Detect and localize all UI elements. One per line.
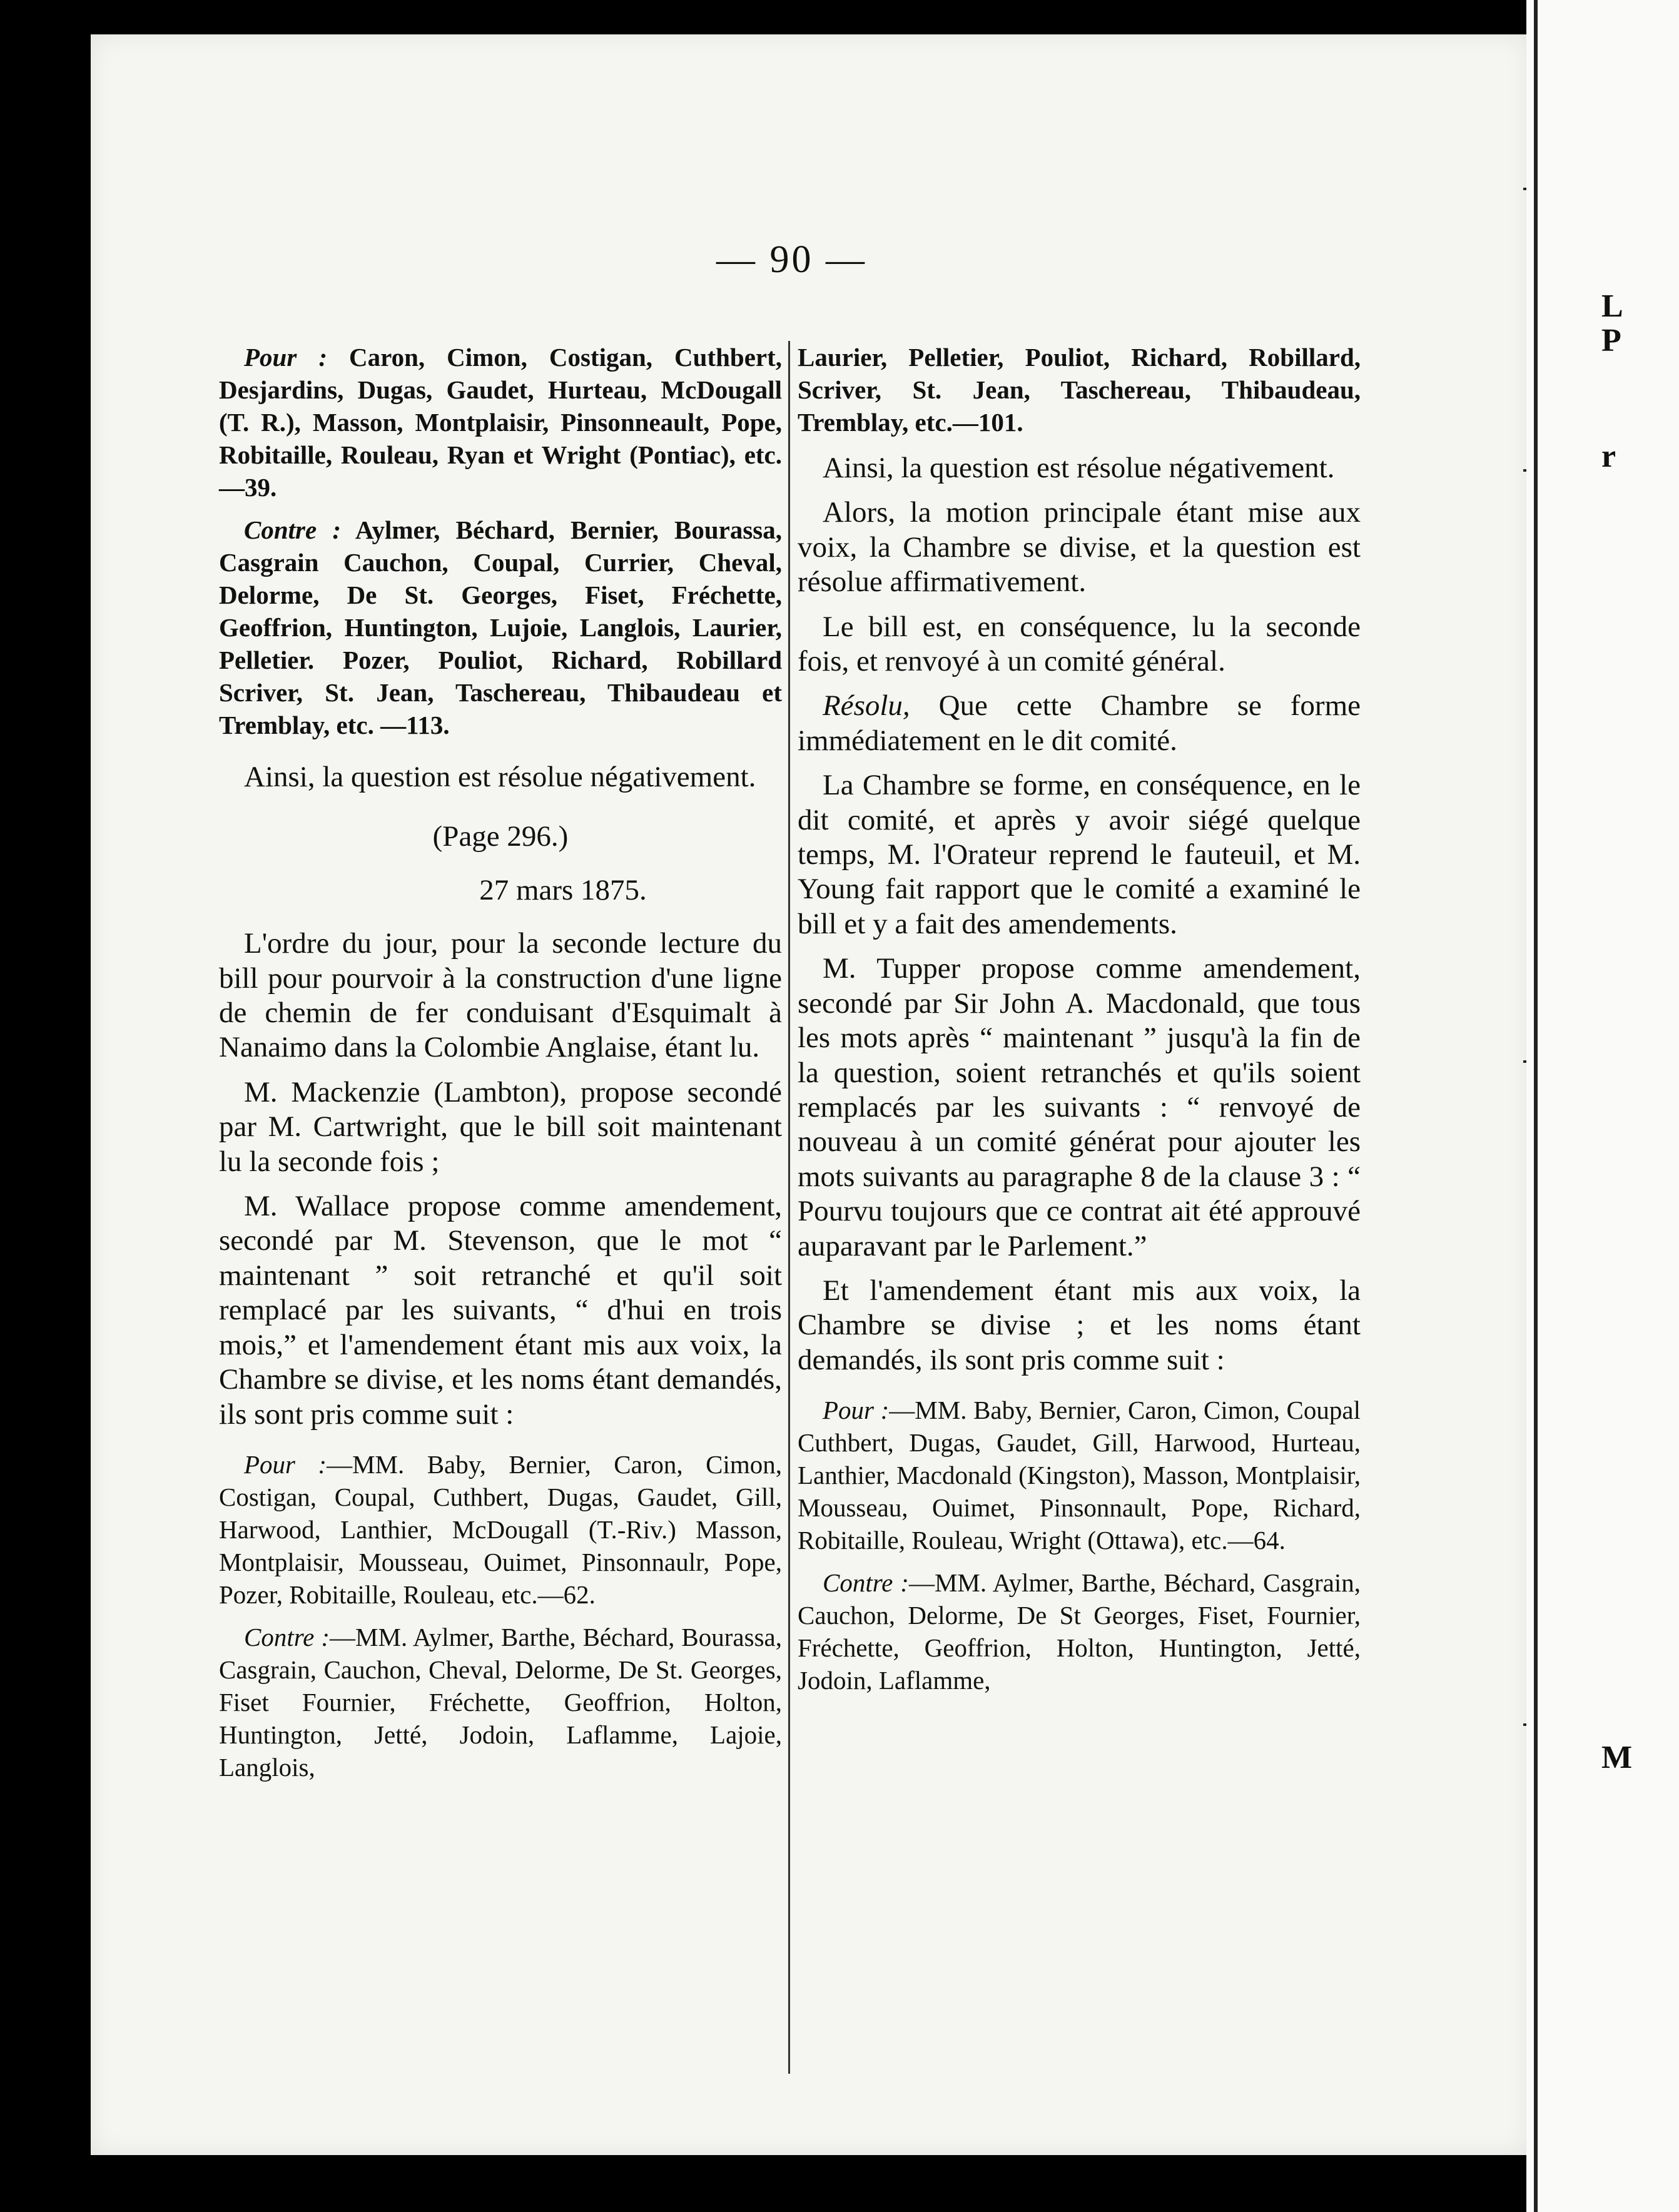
vote-continuation: Laurier, Pelletier, Pouliot, Richard, Robillard, Scriver, St. Jean, Taschereau, Thibaudeau, Tremblay, etc.—101. [798,343,1361,437]
edge-letter: r [1601,439,1616,474]
resolu-text: Que cette Chambre se forme immédiatement en le dit comité. [798,689,1361,757]
vote3-pour [798,1394,1361,1556]
vote2-pour-label: Pour : [244,1449,327,1479]
paragraph-tupper: M. Tupper propose comme amendement, secondé par Sir John A. Macdonald, que tous les mots après “ maintenant ” jusqu'à la fin de la question, soient retranchés et qu'ils soient remplacés par les suivants : “ renvoyé de nouveau à un comité générat pour ajouter les mots suivants au paragraphe 8 de la clause 3 : “ Pourvu toujours que ce contrat ait été approuvé auparavant par le Parlement.” [798,952,1361,1262]
left-column [219,341,782,1793]
paragraph-amendment-vote: Et l'amendement étant mis aux voix, la Chambre se divise ; et les noms étant demandés, ils sont pris comme suit : [798,1274,1361,1376]
scanned-page [91,34,1529,2155]
vote2-contre [219,1621,782,1783]
vote3-contre [798,1566,1361,1697]
vote3-pour-names: —MM. Baby, Bernier, Caron, Cimon, Coupal Cuthbert, Dugas, Gaudet, Gill, Harwood, Hurteau, Lanthier, Macdonald (Kingston), Masson, Montplaisir, Mousseau, Ouimet, Pinsonnault, Pope, Richard, Robitaille, Rouleau, Wright (Ottawa), etc.—64. [798,1396,1361,1555]
right-column [798,341,1361,1707]
vote-contre [219,514,782,741]
result-paragraph-right: Ainsi, la question est résolue négativement. [823,452,1335,484]
page-number: — 90 — [716,238,867,281]
paragraph-order-of-day: L'ordre du jour, pour la seconde lecture du bill pour pourvoir à la construction d'une ligne de chemin de fer conduisant d'Esquimalt à Nanaimo dans la Colombie Anglaise, étant lu. [219,927,782,1064]
paragraph-mackenzie: M. Mackenzie (Lambton), propose secondé par M. Cartwright, que le bill soit maintenant lu la seconde fois ; [219,1075,782,1178]
page-reference: (Page 296.) [432,820,569,853]
result-paragraph: Ainsi, la question est résolue négativement. [244,761,756,793]
paragraph-committee: La Chambre se forme, en conséquence, en le dit comité, et après y avoir siégé quelque temps, M. l'Orateur reprend le fauteuil, et M. Young fait rapport que le comité a examiné le bill et y a fait des amendements. [798,769,1361,940]
page-gutter-line [1534,0,1538,2212]
paragraph-main-motion: Alors, la motion principale étant mise aux voix, la Chambre se divise, et la question est résolue affirmativement. [798,496,1361,599]
vote2-contre-label: Contre : [244,1622,330,1651]
column-divider [788,341,790,2074]
resolu-label: Résolu, [823,689,910,723]
vote3-pour-label: Pour : [823,1396,890,1425]
vote2-pour [219,1448,782,1611]
adjacent-page-edge [1526,0,1679,2212]
vote3-contre-names: —MM. Aylmer, Barthe, Béchard, Casgrain, Cauchon, Delorme, De St Georges, Fiset, Fournier, Fréchette, Geoffrion, Holton, Huntington, Jetté, Jodoin, Laflamme, [798,1568,1361,1695]
vote-pour-names: Caron, Cimon, Costigan, Cuthbert, Desjardins, Dugas, Gaudet, Hurteau, McDougall (T. R.), Masson, Montplaisir, Pinsonneault, Pope, Robitaille, Rouleau, Ryan et Wright (Pontiac), etc.—39. [219,343,782,502]
paragraph-wallace: M. Wallace propose comme amendement, secondé par M. Stevenson, que le mot “ maintenant ” soit retranché et qu'il soit remplacé par les suivants, “ d'hui en trois mois,” et l'amendement étant mis aux voix, la Chambre se divise, et les noms étant demandés, ils sont pris comme suit : [219,1190,782,1431]
vote2-contre-names: —MM. Aylmer, Barthe, Béchard, Bourassa, Casgrain, Cauchon, Cheval, Delorme, De St. Georges, Fiset Fournier, Fréchette, Geoffrion, Holton, Huntington, Jetté, Jodoin, Laflamme, Lajoie, Langlois, [219,1622,782,1782]
vote-pour [219,341,782,504]
date-heading: 27 mars 1875. [479,873,647,906]
vote-contre-names: Aylmer, Béchard, Bernier, Bourassa, Casgrain Cauchon, Coupal, Currier, Cheval, Delorme, De St. Georges, Fiset, Fréchette, Geoffrion, Huntington, Lujoie, Langlois, Laurier, Pelletier. Pozer, Pouliot, Richard, Robillard Scriver, St. Jean, Taschereau, Thibaudeau et Tremblay, etc. —113. [219,515,782,739]
edge-letter: M [1601,1740,1633,1775]
edge-letter: P [1601,323,1621,358]
vote-pour-label: Pour : [244,343,327,372]
vote2-pour-names: —MM. Baby, Bernier, Caron, Cimon, Costigan, Coupal, Cuthbert, Dugas, Gaudet, Gill, Harwood, Lanthier, McDougall (T.-Riv.) Masson, Montplaisir, Mousseau, Ouimet, Pinsonnaulr, Pope, Pozer, Robitaille, Rouleau, etc.—62. [219,1449,782,1609]
vote3-contre-label: Contre : [823,1568,909,1598]
edge-letter: L [1601,288,1623,324]
paragraph-resolu [798,689,1361,758]
vote-contre-label: Contre : [244,515,341,544]
paragraph-second-reading: Le bill est, en conséquence, lu la seconde fois, et renvoyé à un comité général. [798,610,1361,678]
